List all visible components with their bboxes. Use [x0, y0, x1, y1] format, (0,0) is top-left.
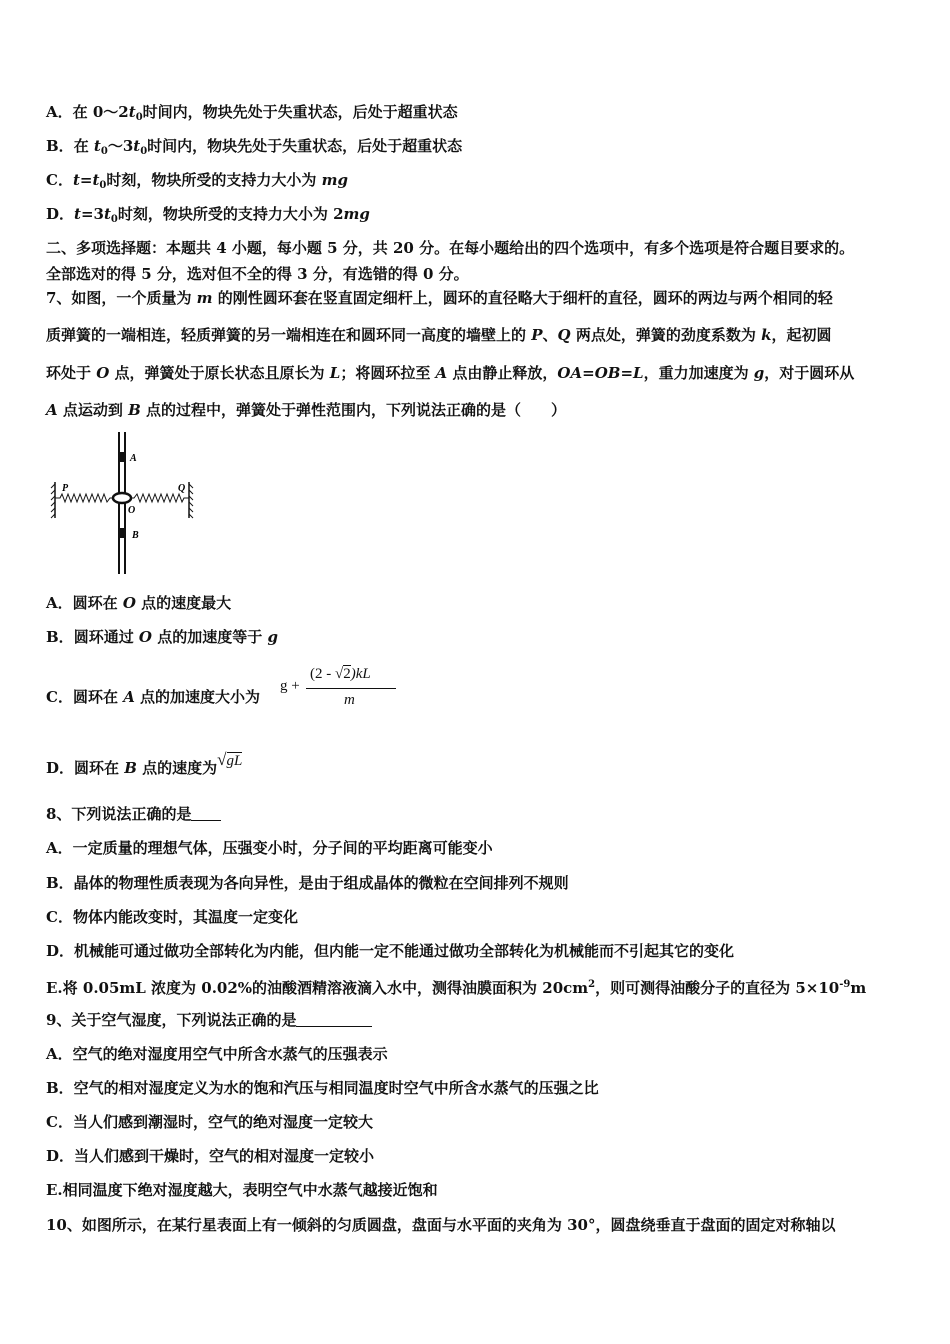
q9-option-d: D．当人们感到干燥时，空气的相对湿度一定较小: [46, 1147, 375, 1165]
mark-b: [119, 528, 125, 538]
section2-scoring: 全部选对的得 5 分，选对但不全的得 3 分，有选错的得 0 分。: [46, 265, 469, 283]
q7-stem-line3: 环处于 O 点，弹簧处于原长状态且原长为 L；将圆环拉至 A 点由静止释放，OA=OB=L，重力加速度为 g，对于圆环从: [46, 364, 855, 382]
q7-figure: [50, 430, 200, 576]
ring: [113, 493, 131, 503]
q7-option-a: A．圆环在 O 点的速度最大: [46, 594, 232, 612]
label-q: Q: [178, 483, 186, 494]
spring-right: [130, 494, 189, 502]
q7-stem-line1: 7、如图，一个质量为 m 的刚性圆环套在竖直固定细杆上，圆环的直径略大于细杆的直径，圆环的两边与两个相同的轻: [46, 289, 833, 307]
label-a: A: [130, 453, 137, 464]
section2-heading: 二、多项选择题：本题共 4 小题，每小题 5 分，共 20 分。在每小题给出的四个选项中，有多个选项是符合题目要求的。: [46, 239, 855, 257]
q6-option-a: A．在 $0\sim 2t_0$时间内，物块先处于失重状态，后处于超重状态: [46, 103, 458, 123]
q10-stem-line1: 10、如图所示，在某行星表面上有一倾斜的匀质圆盘，盘面与水平面的夹角为 30°，圆盘绕垂直于盘面的固定对称轴以: [46, 1216, 836, 1234]
q7-option-d: D．圆环在 B 点的速度为√gL: [46, 750, 243, 777]
q7-stem-line4: A 点运动到 B 点的过程中，弹簧处于弹性范围内，下列说法正确的是（ ）: [46, 401, 567, 419]
q8-option-e: E.将 0.05mL 浓度为 0.02%的油酸酒精溶液滴入水中，测得油膜面积为 $20cm^2$，则可测得油酸分子的直径为 $5\times 10^{-9}m$: [46, 979, 867, 997]
q6-option-c: C．$t=t_0$时刻，物块所受的支持力大小为 mg: [46, 171, 348, 191]
q8-option-d: D．机械能可通过做功全部转化为内能，但内能一定不能通过做功全部转化为机械能而不引起其它的变化: [46, 942, 735, 960]
q6-option-b: B．在 $t_0\sim 3t_0$时间内，物块先处于失重状态，后处于超重状态: [46, 137, 463, 157]
q7-option-c: C．圆环在 A 点的加速度大小为: [46, 688, 261, 706]
q9-stem: 9、关于空气湿度，下列说法正确的是: [46, 1010, 372, 1030]
label-p: P: [62, 483, 69, 494]
q9-option-a: A．空气的绝对湿度用空气中所含水蒸气的压强表示: [46, 1045, 388, 1063]
mark-a: [119, 452, 125, 462]
q7-stem-line2: 质弹簧的一端相连，轻质弹簧的另一端相连在和圆环同一高度的墙壁上的 P、Q 两点处，弹簧的劲度系数为 k，起初圆: [46, 326, 832, 344]
label-b: B: [132, 530, 139, 541]
spring-left: [55, 494, 114, 502]
q8-stem: 8、下列说法正确的是: [46, 804, 221, 824]
label-o: O: [128, 505, 136, 516]
q9-option-e: E.相同温度下绝对湿度越大，表明空气中水蒸气越接近饱和: [46, 1181, 438, 1199]
q6-option-d: D．$t=3t_0$时刻，物块所受的支持力大小为 2mg: [46, 205, 370, 225]
q7-option-c-formula: g + (2 - √2)kL m: [280, 664, 400, 714]
q7-option-b: B．圆环通过 O 点的加速度等于 g: [46, 628, 278, 646]
q9-option-c: C．当人们感到潮湿时，空气的绝对湿度一定较大: [46, 1113, 373, 1131]
q8-option-c: C．物体内能改变时，其温度一定变化: [46, 908, 298, 926]
q9-option-b: B．空气的相对湿度定义为水的饱和汽压与相同温度时空气中所含水蒸气的压强之比: [46, 1079, 599, 1097]
q8-option-a: A．一定质量的理想气体，压强变小时，分子间的平均距离可能变小: [46, 839, 493, 857]
q8-option-b: B．晶体的物理性质表现为各向异性，是由于组成晶体的微粒在空间排列不规则: [46, 874, 569, 892]
